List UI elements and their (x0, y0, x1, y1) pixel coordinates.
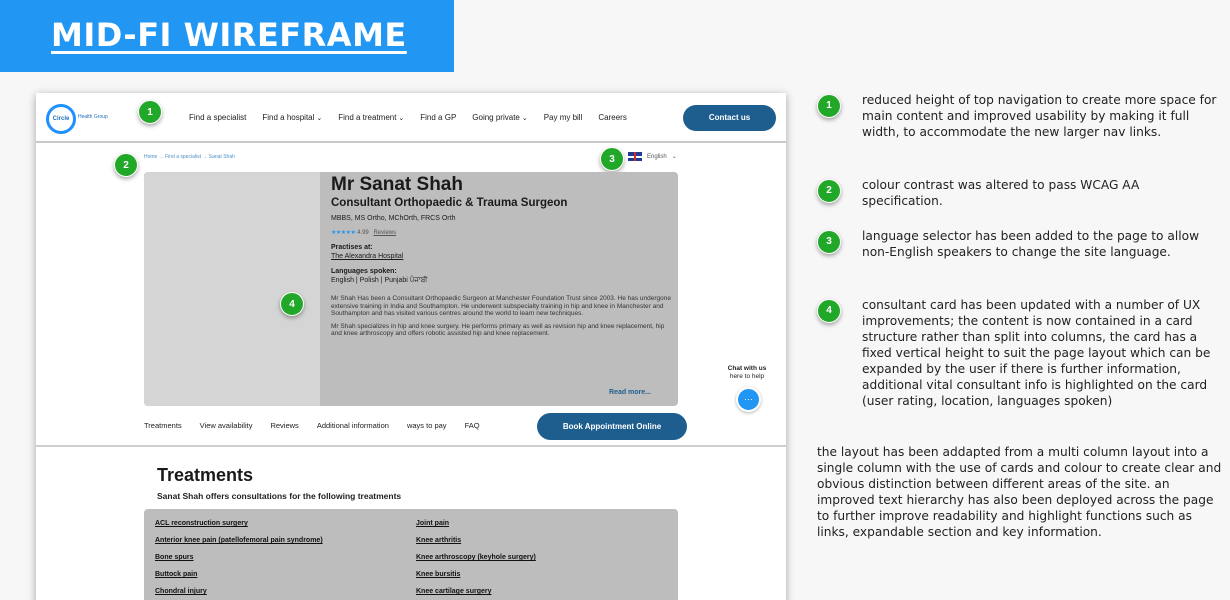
subnav-treatments[interactable]: Treatments (144, 421, 182, 430)
consultant-bio: Mr Shah Has been a Consultant Orthopaedic Surgeon at Manchester Foundation Trust since 2003. He has undergone extensive training in India and Southampton. He underwent subspecialty training in hip and knee in Manchester and Southampton and has visited various centres around the world to learn new techniques. (331, 295, 672, 317)
marker-1: 1 (138, 100, 162, 124)
logo-text: Circle (52, 116, 70, 122)
read-more-link[interactable]: Read more... (609, 389, 652, 396)
breadcrumb[interactable]: Home → Find a specialist → Sanat Shah (144, 154, 235, 160)
language-selected: English (647, 153, 667, 160)
consultant-card (144, 172, 678, 406)
subnav-additional-info[interactable]: Additional information (316, 421, 389, 430)
treatment-link[interactable]: Knee cartilage surgery (416, 588, 492, 595)
consultant-name: Mr Sanat Shah (331, 174, 463, 195)
chevron-down-icon: ⌄ (671, 154, 677, 160)
logo[interactable] (46, 104, 76, 134)
consultant-qualifications: MBBS, MS Ortho, MChOrth, FRCS Orth (331, 215, 456, 222)
treatment-link[interactable]: Anterior knee pain (patellofemoral pain syndrome) (155, 537, 323, 544)
treatment-link[interactable]: Joint pain (416, 520, 450, 527)
nav-find-treatment[interactable]: Find a treatment ⌄ (338, 113, 404, 122)
chat-widget (717, 365, 777, 381)
language-selector[interactable] (628, 152, 677, 161)
rating (331, 229, 671, 236)
annotation-text: language selector has been added to the page to allow non-English speakers to change the site language. (862, 229, 1200, 259)
treatment-link[interactable]: Knee bursitis (416, 571, 461, 578)
annotation-marker: 3 (817, 230, 841, 254)
treatment-link[interactable]: Buttock pain (155, 571, 198, 578)
rating-value: 4.99 (357, 230, 369, 236)
logo-subtext: Health Group (78, 114, 108, 120)
subnav-reviews[interactable]: Reviews (270, 421, 299, 430)
banner-title: MID-FI WIREFRAME (51, 16, 407, 54)
nav-links (189, 113, 627, 122)
consultant-bio-continued: Mr Shah specializes in hip and knee surgery. He performs primary as well as revision hip and knee replacement, hip and knee arthroscopy and offers robotic assisted hip and knee replacement. (331, 322, 665, 337)
consultant-details (331, 174, 671, 345)
subnav-ways-to-pay[interactable]: ways to pay (406, 421, 447, 430)
annotation-text: consultant card has been updated with a number of UX improvements; the content is now contained in a card structure rather than split into columns, the card has a fixed vertical height to suit the page layout which can be expanded by the user if there is further information, additional vital consultant info is highlighted on the card (user rating, location, languages spoken) (862, 298, 1211, 408)
consultant-photo (144, 172, 320, 406)
header-banner (0, 0, 454, 72)
annotation-marker: 1 (817, 94, 841, 118)
treatments-right-column (416, 519, 536, 600)
reviews-link[interactable]: Reviews (373, 230, 397, 236)
contact-us-button[interactable]: Contact us (683, 105, 776, 131)
book-appointment-button[interactable]: Book Appointment Online (537, 413, 687, 440)
uk-flag-icon (628, 152, 642, 161)
treatments-subheading: Sanat Shah offers consultations for the following treatments (157, 491, 402, 501)
treatment-link[interactable]: Chondral injury (155, 588, 207, 595)
annotation-text: reduced height of top navigation to create more space for main content and improved usability by making it full width, to accommodate the new larger nav links. (862, 93, 1217, 139)
treatments-card (144, 509, 678, 600)
treatment-link[interactable]: Knee arthroscopy (keyhole surgery) (416, 554, 536, 561)
marker-2: 2 (114, 153, 138, 177)
subnav-faq[interactable]: FAQ (464, 421, 480, 430)
wireframe-mockup (36, 93, 786, 600)
marker-4: 4 (280, 292, 304, 316)
treatment-link[interactable]: Knee arthritis (416, 537, 462, 544)
practises-label: Practises at: (331, 244, 373, 251)
design-summary: the layout has been addapted from a multi column layout into a single column with the use of cards and colour to create clear and obvious distinction between different areas of the site. an improved text hierarchy has also been deployed across the page to further improve readability and highlight functions such as links, expandable section and key information. (817, 445, 1222, 539)
nav-find-hospital[interactable]: Find a hospital ⌄ (262, 113, 322, 122)
chat-label: Chat with us (727, 365, 767, 372)
nav-pay-my-bill[interactable]: Pay my bill (543, 113, 583, 122)
nav-careers[interactable]: Careers (598, 113, 627, 122)
star-rating-icon: ★★★★★ (331, 230, 356, 236)
treatments-left-column (155, 519, 323, 600)
chat-sublabel: here to help (729, 373, 765, 380)
annotation-marker: 2 (817, 179, 841, 203)
treatment-link[interactable]: Bone spurs (155, 554, 194, 561)
profile-subnav (144, 421, 480, 430)
chat-icon[interactable]: ⋯ (736, 387, 761, 412)
languages-label: Languages spoken: (331, 268, 397, 275)
section-divider (36, 445, 786, 447)
nav-going-private[interactable]: Going private ⌄ (472, 113, 527, 122)
languages-value: English | Polish | Punjabi ਪੰਜਾਬੀ (331, 277, 428, 284)
nav-find-specialist[interactable]: Find a specialist (189, 113, 247, 122)
hospital-link[interactable]: The Alexandra Hospital (331, 253, 404, 260)
nav-find-gp[interactable]: Find a GP (420, 113, 457, 122)
treatments-heading: Treatments (157, 465, 254, 485)
annotation-marker: 4 (817, 299, 841, 323)
consultant-title: Consultant Orthopaedic & Trauma Surgeon (331, 197, 568, 209)
treatment-link[interactable]: ACL reconstruction surgery (155, 520, 248, 527)
annotation-text: colour contrast was altered to pass WCAG AA specification. (862, 178, 1140, 208)
marker-3: 3 (600, 147, 624, 171)
subnav-availability[interactable]: View availability (199, 421, 253, 430)
